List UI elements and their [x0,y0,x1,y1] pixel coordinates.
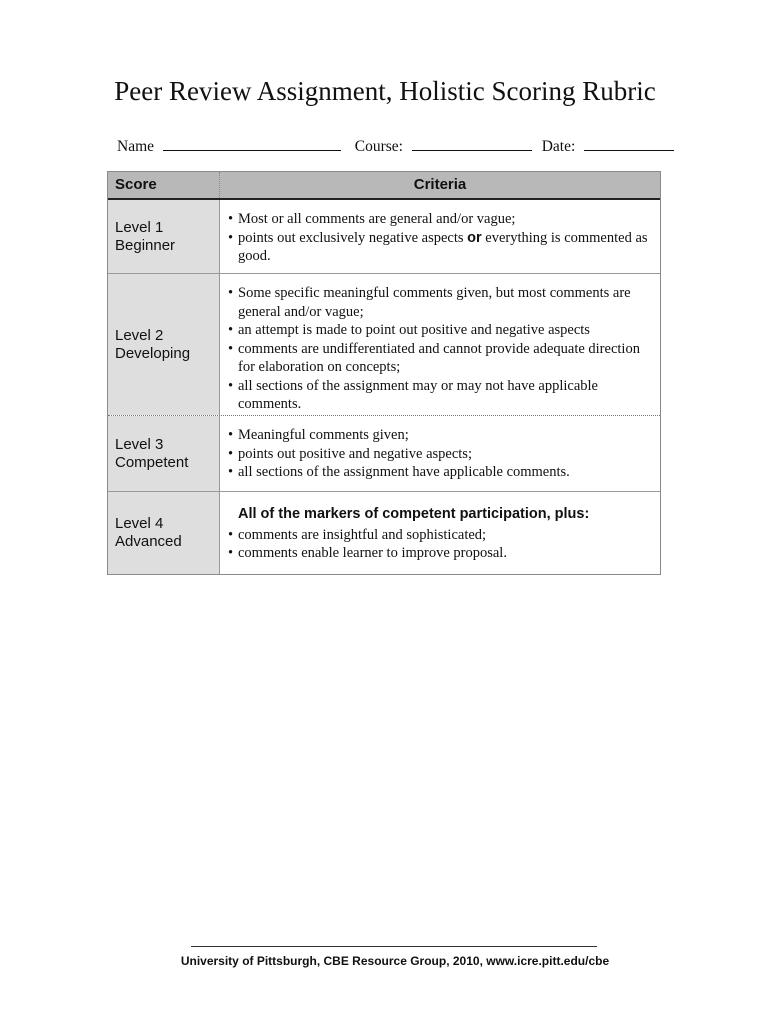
level-number: Level 2 [115,326,164,344]
list-item: • comments enable learner to improve proposal. [228,545,507,561]
bullet-icon: • [228,445,234,462]
list-item: • points out exclusively negative aspects or everything is commented as good. [228,229,648,264]
score-cell [108,416,220,491]
level-name: Developing [115,344,191,362]
rubric-table [107,171,661,575]
bullet-icon: • [228,285,234,301]
list-item: • all sections of the assignment have applicable comments. [228,464,570,480]
bullet-icon: • [228,545,234,561]
level-number: Level 1 [115,218,164,236]
bullet-icon: • [228,340,234,357]
score-cell [108,274,220,415]
date-label: Date: [541,138,576,155]
header-fields [117,135,674,156]
footer-text: University of Pittsburgh, CBE Resource Group, 2010, www.icre.pitt.edu/cbe [180,954,610,968]
criteria-header: Criteria [413,176,467,193]
list-item: • Meaningful comments given; [228,427,409,443]
list-item: • comments are insightful and sophisticated; [228,526,487,543]
table-row [108,492,660,574]
table-row [108,274,660,416]
list-item: • an attempt is made to point out positive and negative aspects [228,322,590,338]
table-row [108,416,660,492]
table-row [108,200,660,274]
page-title: Peer Review Assignment, Holistic Scoring Rubric [114,76,656,106]
score-cell [108,200,220,273]
score-cell [108,492,220,574]
lead-text: All of the markers of competent participation, plus: [238,506,590,522]
score-header: Score [108,172,220,198]
course-field[interactable] [412,135,532,151]
date-field[interactable] [584,135,674,151]
level-name: Advanced [115,533,182,550]
course-label: Course: [354,138,403,155]
name-label: Name [117,138,155,155]
bullet-icon: • [228,322,234,338]
criteria-cell [220,416,660,491]
name-field[interactable] [163,135,341,151]
emphasis-or: or [467,229,482,246]
bullet-icon: • [228,229,234,246]
list-item: • points out positive and negative aspects; [228,445,472,462]
bullet-icon: • [228,464,234,480]
bullet-icon: • [228,211,234,227]
footer-divider [191,946,597,947]
criteria-cell [220,274,660,415]
bullet-icon: • [228,377,234,394]
bullet-icon: • [228,526,234,543]
list-item: • Some specific meaningful comments given, but most comments are general and/or vague; [228,285,631,320]
bullet-icon: • [228,427,234,443]
criteria-cell [220,200,660,273]
list-item: • all sections of the assignment may or may not have applicable comments. [228,377,598,412]
criteria-cell [220,492,660,574]
level-number: Level 4 [115,515,164,532]
list-item: • comments are undifferentiated and cannot provide adequate direction for elaboration on concepts; [228,340,640,375]
level-name: Competent [115,453,189,471]
level-name: Beginner [115,236,176,254]
table-header [108,172,660,200]
list-item: • Most or all comments are general and/or vague; [228,211,516,227]
level-number: Level 3 [115,435,164,453]
